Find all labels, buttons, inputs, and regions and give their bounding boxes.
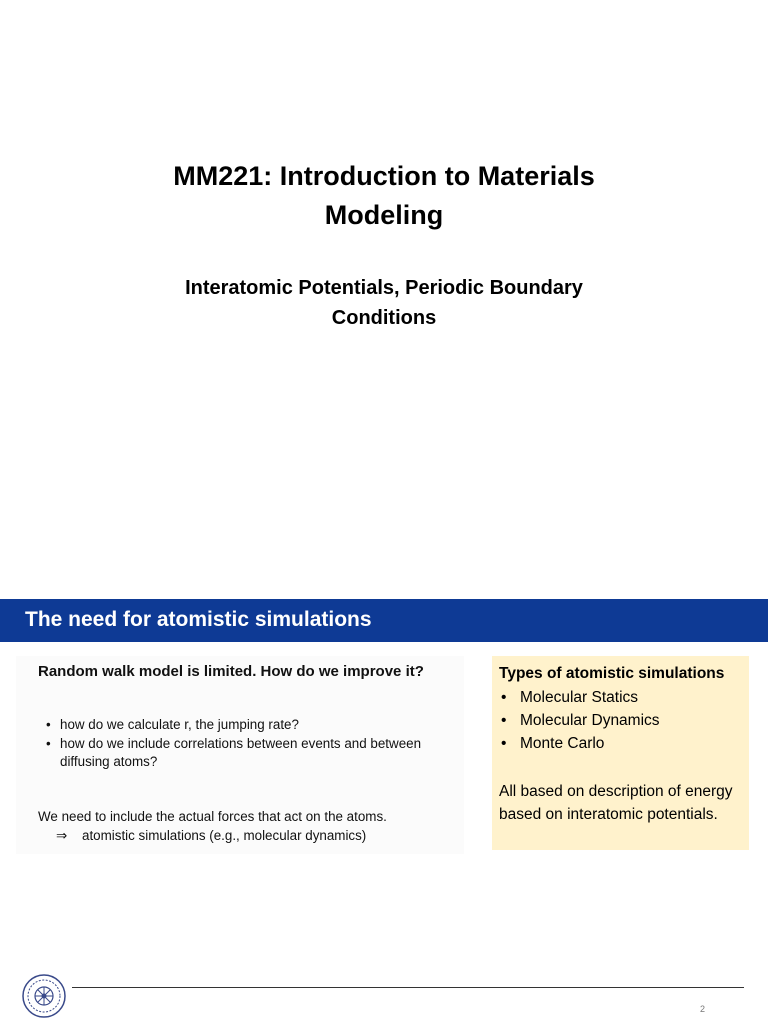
- footer-divider: [72, 987, 744, 988]
- institute-seal-icon: [22, 974, 66, 1018]
- page-number: 2: [700, 1004, 706, 1014]
- slide-subtitle-line-1: Interatomic Potentials, Periodic Boundary: [185, 277, 583, 299]
- slide-header-band: [0, 599, 768, 642]
- slide-title-line-2: Modeling: [324, 200, 444, 230]
- slide-subtitle-line-2: Conditions: [331, 307, 437, 329]
- panel-heading: Types of atomistic simulations: [499, 665, 725, 682]
- slide-title-line-1: MM221: Introduction to Materials: [173, 161, 595, 191]
- slide-title: [0, 157, 768, 235]
- panel-summary: All based on description of energy based on interatomic potentials.: [499, 783, 733, 823]
- panel-list-item: • Monte Carlo: [499, 732, 660, 755]
- panel-list-item: • Molecular Statics: [499, 686, 660, 709]
- slide-heading: The need for atomistic simulations: [25, 608, 372, 631]
- random-walk-card: [16, 656, 464, 854]
- panel-list: [499, 686, 660, 755]
- content-slide: [0, 576, 768, 1024]
- card-bullet: • how do we include correlations between events and between diffusing atoms?: [46, 735, 466, 771]
- card-conclusion-text: atomistic simulations (e.g., molecular dynamics): [82, 828, 367, 843]
- card-conclusion: [56, 827, 456, 845]
- panel-list-item: • Molecular Dynamics: [499, 709, 660, 732]
- slide-subtitle: [0, 273, 768, 333]
- simulation-types-panel: [492, 656, 749, 850]
- card-heading: Random walk model is limited. How do we improve it?: [38, 663, 424, 680]
- card-bullet-list: [46, 716, 466, 772]
- implies-arrow-icon: ⇒: [56, 828, 68, 843]
- card-note: We need to include the actual forces that act on the atoms.: [38, 809, 387, 824]
- card-bullet: • how do we calculate r, the jumping rate?: [46, 716, 466, 734]
